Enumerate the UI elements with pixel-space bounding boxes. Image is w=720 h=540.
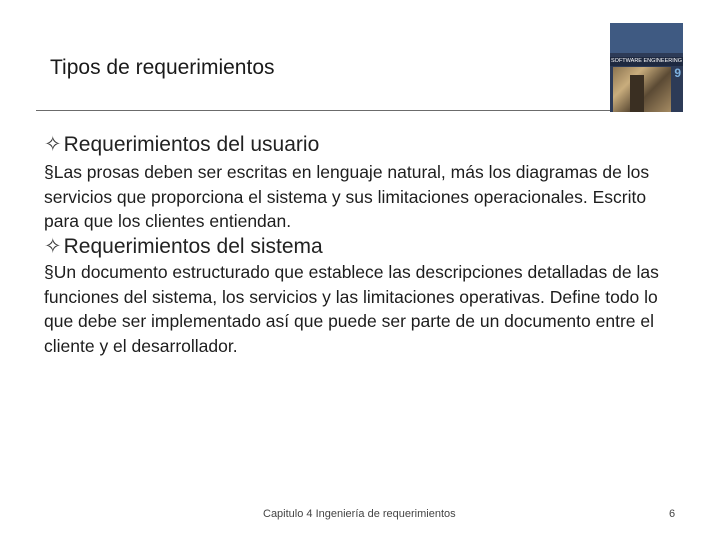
star-bullet-icon: ✧ [44, 133, 62, 156]
book-cover-title: SOFTWARE ENGINEERING [611, 58, 682, 64]
section-heading-usuario: ✧Requerimientos del usuario [44, 133, 320, 156]
book-cover-image [610, 23, 683, 112]
square-bullet-icon: § [44, 262, 54, 282]
title-divider [36, 110, 610, 111]
square-bullet-icon: § [44, 162, 54, 182]
slide-title: Tipos de requerimientos [50, 56, 275, 79]
section-text-usuario: §Las prosas deben ser escritas en lenguaje natural, más los diagramas de los servicios que proporciona el sistema y sus limitaciones operacionales. Escrito para que los clientes entiendan. [44, 162, 650, 231]
section-text-sistema: §Un documento estructurado que establece las descripciones detalladas de las funciones del sistema, los servicios y las limitaciones operativas. Define todo lo que debe ser implementado así que puede ser parte de un documento entre el cliente y el desarrollador. [44, 262, 659, 356]
star-bullet-icon: ✧ [44, 235, 62, 258]
book-cover-edition: 9 [674, 66, 681, 80]
page-number: 6 [669, 508, 676, 520]
section-heading-sistema: ✧Requerimientos del sistema [44, 235, 323, 258]
footer-text: Capitulo 4 Ingeniería de requerimientos [263, 508, 456, 520]
